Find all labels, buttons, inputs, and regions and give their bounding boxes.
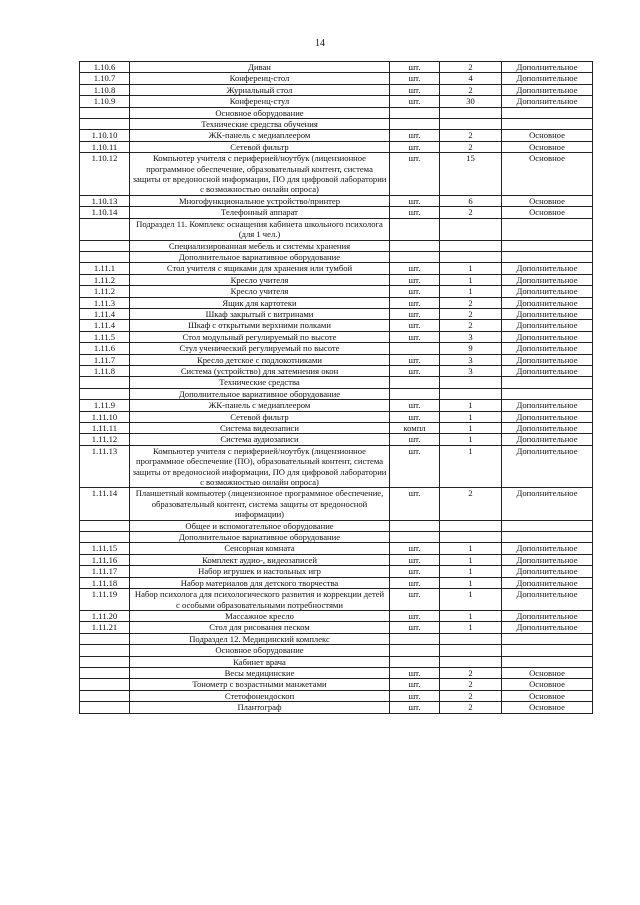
item-number-cell	[80, 633, 130, 644]
quantity-cell: 2	[440, 679, 502, 690]
table-row	[80, 84, 593, 95]
quantity-cell: 2	[440, 702, 502, 713]
item-number-cell: 1.11.2	[80, 274, 130, 285]
equipment-type-cell	[502, 240, 593, 251]
equipment-type-cell: Основное	[502, 195, 593, 206]
quantity-cell: 1	[440, 263, 502, 274]
item-name-cell: Стол учителя с ящиками для хранения или тумбой	[130, 263, 390, 274]
unit-cell: шт.	[390, 622, 440, 633]
table-row	[80, 610, 593, 621]
quantity-cell: 1	[440, 434, 502, 445]
unit-cell: шт.	[390, 434, 440, 445]
item-name-cell: Весы медицинские	[130, 667, 390, 678]
unit-cell: шт.	[390, 207, 440, 218]
unit-cell: шт.	[390, 488, 440, 520]
unit-cell	[390, 251, 440, 262]
unit-cell: шт.	[390, 130, 440, 141]
item-name-cell: Основное оборудование	[130, 107, 390, 118]
item-name-cell: Сетевой фильтр	[130, 411, 390, 422]
quantity-cell: 1	[440, 577, 502, 588]
unit-cell: шт.	[390, 543, 440, 554]
section-heading-row	[80, 532, 593, 543]
item-name-cell: Набор психолога для психологического развития и коррекции детей с особыми образовательными потребностями	[130, 589, 390, 611]
unit-cell: шт.	[390, 667, 440, 678]
item-name-cell: Дополнительное вариативное оборудование	[130, 388, 390, 399]
table-row	[80, 434, 593, 445]
quantity-cell: 3	[440, 365, 502, 376]
unit-cell: шт.	[390, 400, 440, 411]
unit-cell	[390, 656, 440, 667]
unit-cell	[390, 520, 440, 531]
item-number-cell: 1.11.2	[80, 286, 130, 297]
table-row	[80, 445, 593, 488]
quantity-cell	[440, 240, 502, 251]
quantity-cell: 15	[440, 153, 502, 196]
equipment-type-cell	[502, 656, 593, 667]
unit-cell	[390, 645, 440, 656]
item-number-cell: 1.11.10	[80, 411, 130, 422]
equipment-type-cell: Основное	[502, 141, 593, 152]
quantity-cell: 2	[440, 308, 502, 319]
item-number-cell	[80, 119, 130, 130]
quantity-cell: 2	[440, 62, 502, 73]
quantity-cell: 30	[440, 96, 502, 107]
item-number-cell: 1.10.13	[80, 195, 130, 206]
item-name-cell: Набор игрушек и настольных игр	[130, 566, 390, 577]
item-name-cell: Ящик для картотеки	[130, 297, 390, 308]
quantity-cell: 4	[440, 73, 502, 84]
item-number-cell: 1.10.11	[80, 141, 130, 152]
item-name-cell: Конференц-стол	[130, 73, 390, 84]
quantity-cell: 1	[440, 566, 502, 577]
unit-cell: шт.	[390, 589, 440, 611]
item-name-cell: Стол модульный регулируемый по высоте	[130, 331, 390, 342]
unit-cell: шт.	[390, 286, 440, 297]
table-row	[80, 96, 593, 107]
unit-cell: шт.	[390, 320, 440, 331]
equipment-type-cell: Дополнительное	[502, 610, 593, 621]
quantity-cell: 1	[440, 286, 502, 297]
equipment-type-cell: Дополнительное	[502, 263, 593, 274]
unit-cell: шт.	[390, 445, 440, 488]
equipment-type-cell: Дополнительное	[502, 488, 593, 520]
table-row	[80, 263, 593, 274]
equipment-type-cell: Дополнительное	[502, 297, 593, 308]
item-number-cell: 1.11.1	[80, 263, 130, 274]
item-name-cell: Журнальный стол	[130, 84, 390, 95]
unit-cell: шт.	[390, 274, 440, 285]
item-number-cell: 1.11.4	[80, 320, 130, 331]
quantity-cell	[440, 119, 502, 130]
equipment-type-cell: Дополнительное	[502, 73, 593, 84]
unit-cell: компл	[390, 423, 440, 434]
quantity-cell: 9	[440, 343, 502, 354]
quantity-cell: 3	[440, 331, 502, 342]
section-heading-row	[80, 377, 593, 388]
item-name-cell: Сетевой фильтр	[130, 141, 390, 152]
quantity-cell: 2	[440, 207, 502, 218]
equipment-type-cell: Основное	[502, 702, 593, 713]
quantity-cell: 1	[440, 400, 502, 411]
item-name-cell: Дополнительное вариативное оборудование	[130, 532, 390, 543]
quantity-cell: 2	[440, 84, 502, 95]
table-row	[80, 153, 593, 196]
quantity-cell: 2	[440, 141, 502, 152]
item-name-cell: Система аудиозаписи	[130, 434, 390, 445]
equipment-type-cell: Дополнительное	[502, 331, 593, 342]
item-name-cell: Система (устройство) для затемнения окон	[130, 365, 390, 376]
equipment-type-cell: Дополнительное	[502, 320, 593, 331]
quantity-cell: 2	[440, 297, 502, 308]
unit-cell: шт.	[390, 297, 440, 308]
item-number-cell	[80, 520, 130, 531]
equipment-type-cell: Дополнительное	[502, 622, 593, 633]
item-name-cell: Стол для рисования песком	[130, 622, 390, 633]
page-number: 14	[315, 38, 325, 49]
item-name-cell: Компьютер учителя с периферией/ноутбук (лицензионное программное обеспечение (ПО), образовательный контент, система защиты от вредоносной информации, ПО для цифровой лаборатории с возможностью онлайн опроса)	[130, 445, 390, 488]
item-name-cell: Технические средства	[130, 377, 390, 388]
section-heading-row	[80, 645, 593, 656]
item-number-cell: 1.11.5	[80, 331, 130, 342]
item-number-cell: 1.10.6	[80, 62, 130, 73]
section-heading-row	[80, 119, 593, 130]
equipment-type-cell	[502, 107, 593, 118]
item-name-cell: Специализированная мебель и системы хранения	[130, 240, 390, 251]
table-row	[80, 308, 593, 319]
item-number-cell: 1.11.4	[80, 308, 130, 319]
table-row	[80, 62, 593, 73]
unit-cell	[390, 388, 440, 399]
quantity-cell: 3	[440, 354, 502, 365]
item-name-cell: Шкаф закрытый с витринами	[130, 308, 390, 319]
equipment-type-cell	[502, 633, 593, 644]
item-number-cell	[80, 645, 130, 656]
item-number-cell	[80, 656, 130, 667]
equipment-type-cell	[502, 218, 593, 240]
item-number-cell	[80, 240, 130, 251]
item-number-cell	[80, 251, 130, 262]
equipment-type-cell: Дополнительное	[502, 84, 593, 95]
quantity-cell: 1	[440, 622, 502, 633]
unit-cell	[390, 218, 440, 240]
item-number-cell	[80, 388, 130, 399]
table-row	[80, 488, 593, 520]
table-row	[80, 667, 593, 678]
quantity-cell	[440, 633, 502, 644]
equipment-type-cell: Дополнительное	[502, 577, 593, 588]
unit-cell: шт.	[390, 84, 440, 95]
item-number-cell: 1.11.17	[80, 566, 130, 577]
equipment-type-cell: Дополнительное	[502, 543, 593, 554]
equipment-type-cell	[502, 119, 593, 130]
quantity-cell: 2	[440, 320, 502, 331]
quantity-cell: 1	[440, 423, 502, 434]
table-row	[80, 554, 593, 565]
equipment-type-cell: Дополнительное	[502, 96, 593, 107]
section-heading-row	[80, 251, 593, 262]
unit-cell: шт.	[390, 702, 440, 713]
item-number-cell	[80, 107, 130, 118]
table-row	[80, 690, 593, 701]
item-number-cell: 1.11.8	[80, 365, 130, 376]
equipment-type-cell: Дополнительное	[502, 589, 593, 611]
equipment-type-cell	[502, 532, 593, 543]
item-number-cell: 1.11.15	[80, 543, 130, 554]
table-row	[80, 320, 593, 331]
table-row	[80, 400, 593, 411]
equipment-type-cell: Основное	[502, 690, 593, 701]
table-row	[80, 577, 593, 588]
equipment-type-cell	[502, 251, 593, 262]
item-name-cell: Стул ученический регулируемый по высоте	[130, 343, 390, 354]
unit-cell	[390, 107, 440, 118]
equipment-type-cell: Дополнительное	[502, 554, 593, 565]
quantity-cell: 6	[440, 195, 502, 206]
quantity-cell: 1	[440, 589, 502, 611]
table-row	[80, 274, 593, 285]
item-number-cell	[80, 377, 130, 388]
item-number-cell: 1.11.16	[80, 554, 130, 565]
unit-cell	[390, 532, 440, 543]
quantity-cell: 2	[440, 130, 502, 141]
unit-cell: шт.	[390, 365, 440, 376]
table-row	[80, 297, 593, 308]
equipment-type-cell: Дополнительное	[502, 434, 593, 445]
item-number-cell: 1.10.7	[80, 73, 130, 84]
quantity-cell	[440, 377, 502, 388]
quantity-cell: 2	[440, 667, 502, 678]
item-name-cell: ЖК-панель с медиаплеером	[130, 130, 390, 141]
item-name-cell: Кресло учителя	[130, 274, 390, 285]
quantity-cell	[440, 520, 502, 531]
item-number-cell: 1.11.21	[80, 622, 130, 633]
equipment-table	[79, 61, 593, 714]
item-name-cell: Многофункциональное устройство/принтер	[130, 195, 390, 206]
unit-cell: шт.	[390, 411, 440, 422]
table-row	[80, 543, 593, 554]
unit-cell: шт.	[390, 73, 440, 84]
table-row	[80, 141, 593, 152]
quantity-cell: 1	[440, 411, 502, 422]
item-name-cell: Кресло детское с подлокотниками	[130, 354, 390, 365]
item-name-cell: Подраздел 12. Медицинский комплекс	[130, 633, 390, 644]
section-heading-row	[80, 388, 593, 399]
equipment-type-cell: Основное	[502, 679, 593, 690]
table-row	[80, 589, 593, 611]
item-name-cell: Шкаф с открытыми верхними полками	[130, 320, 390, 331]
item-name-cell: Кресло учителя	[130, 286, 390, 297]
quantity-cell	[440, 532, 502, 543]
item-name-cell: Компьютер учителя с периферией/ноутбук (лицензионное программное обеспечение, образовательный контент, система защиты от вредоносной информации, ПО для цифровой лаборатории с возможностью онлайн опроса)	[130, 153, 390, 196]
quantity-cell	[440, 388, 502, 399]
item-name-cell: Технические средства обучения	[130, 119, 390, 130]
item-name-cell: Дополнительное вариативное оборудование	[130, 251, 390, 262]
item-number-cell	[80, 679, 130, 690]
equipment-type-cell: Основное	[502, 667, 593, 678]
item-number-cell: 1.11.9	[80, 400, 130, 411]
item-name-cell: Комплект аудио-, видеозаписей	[130, 554, 390, 565]
item-number-cell: 1.11.20	[80, 610, 130, 621]
item-name-cell: Общее и вспомогательное оборудование	[130, 520, 390, 531]
section-heading-row	[80, 218, 593, 240]
item-number-cell: 1.10.8	[80, 84, 130, 95]
unit-cell: шт.	[390, 96, 440, 107]
section-heading-row	[80, 656, 593, 667]
equipment-type-cell: Дополнительное	[502, 445, 593, 488]
item-number-cell: 1.11.3	[80, 297, 130, 308]
unit-cell: шт.	[390, 195, 440, 206]
item-number-cell	[80, 690, 130, 701]
equipment-type-cell	[502, 520, 593, 531]
equipment-type-cell: Дополнительное	[502, 354, 593, 365]
unit-cell: шт.	[390, 554, 440, 565]
quantity-cell: 1	[440, 543, 502, 554]
quantity-cell: 2	[440, 488, 502, 520]
table-row	[80, 331, 593, 342]
item-name-cell: Планшетный компьютер (лицензионное программное обеспечение, образовательный контент, система защиты от вредоносной информации)	[130, 488, 390, 520]
equipment-type-cell: Дополнительное	[502, 308, 593, 319]
quantity-cell: 1	[440, 610, 502, 621]
unit-cell: шт.	[390, 331, 440, 342]
table-row	[80, 566, 593, 577]
equipment-type-cell	[502, 645, 593, 656]
item-number-cell: 1.11.12	[80, 434, 130, 445]
unit-cell: шт.	[390, 141, 440, 152]
item-name-cell: Стетофонендоскоп	[130, 690, 390, 701]
equipment-type-cell: Дополнительное	[502, 566, 593, 577]
item-number-cell: 1.11.18	[80, 577, 130, 588]
item-number-cell: 1.11.14	[80, 488, 130, 520]
item-name-cell: Подраздел 11. Комплекс оснащения кабинета школьного психолога (для 1 чел.)	[130, 218, 390, 240]
item-name-cell: Телефонный аппарат	[130, 207, 390, 218]
item-number-cell: 1.11.19	[80, 589, 130, 611]
item-name-cell: Основное оборудование	[130, 645, 390, 656]
equipment-type-cell	[502, 388, 593, 399]
unit-cell: шт.	[390, 690, 440, 701]
item-number-cell: 1.10.10	[80, 130, 130, 141]
table-row	[80, 622, 593, 633]
table-row	[80, 130, 593, 141]
equipment-type-cell: Основное	[502, 207, 593, 218]
unit-cell: шт.	[390, 263, 440, 274]
unit-cell: шт.	[390, 62, 440, 73]
equipment-type-cell: Дополнительное	[502, 343, 593, 354]
unit-cell: шт.	[390, 153, 440, 196]
item-number-cell	[80, 702, 130, 713]
unit-cell: шт.	[390, 610, 440, 621]
item-number-cell: 1.10.9	[80, 96, 130, 107]
unit-cell	[390, 377, 440, 388]
quantity-cell	[440, 251, 502, 262]
unit-cell: шт.	[390, 577, 440, 588]
item-number-cell: 1.10.14	[80, 207, 130, 218]
item-name-cell: Система видеозаписи	[130, 423, 390, 434]
section-heading-row	[80, 240, 593, 251]
quantity-cell: 1	[440, 554, 502, 565]
item-number-cell: 1.11.11	[80, 423, 130, 434]
table-row	[80, 73, 593, 84]
table-row	[80, 411, 593, 422]
unit-cell	[390, 119, 440, 130]
quantity-cell	[440, 218, 502, 240]
table-row	[80, 354, 593, 365]
item-number-cell: 1.10.12	[80, 153, 130, 196]
item-name-cell: Тонометр с возрастными манжетами	[130, 679, 390, 690]
unit-cell	[390, 240, 440, 251]
unit-cell: шт.	[390, 308, 440, 319]
equipment-type-cell	[502, 377, 593, 388]
quantity-cell	[440, 656, 502, 667]
item-name-cell: Кабинет врача	[130, 656, 390, 667]
unit-cell: шт.	[390, 566, 440, 577]
quantity-cell	[440, 645, 502, 656]
table-row	[80, 195, 593, 206]
equipment-type-cell: Дополнительное	[502, 423, 593, 434]
table-row	[80, 343, 593, 354]
table-row	[80, 679, 593, 690]
equipment-type-cell: Дополнительное	[502, 274, 593, 285]
section-heading-row	[80, 633, 593, 644]
item-number-cell: 1.11.7	[80, 354, 130, 365]
unit-cell	[390, 343, 440, 354]
unit-cell: шт.	[390, 679, 440, 690]
table-row	[80, 423, 593, 434]
quantity-cell	[440, 107, 502, 118]
equipment-type-cell: Дополнительное	[502, 286, 593, 297]
item-number-cell: 1.11.6	[80, 343, 130, 354]
item-number-cell	[80, 218, 130, 240]
equipment-type-cell: Дополнительное	[502, 62, 593, 73]
item-name-cell: Сенсорная комната	[130, 543, 390, 554]
item-name-cell: Диван	[130, 62, 390, 73]
table-row	[80, 207, 593, 218]
item-name-cell: Массажное кресло	[130, 610, 390, 621]
equipment-type-cell: Основное	[502, 130, 593, 141]
table-row	[80, 365, 593, 376]
equipment-type-cell: Дополнительное	[502, 400, 593, 411]
table-row	[80, 702, 593, 713]
section-heading-row	[80, 107, 593, 118]
quantity-cell: 2	[440, 690, 502, 701]
table-row	[80, 286, 593, 297]
item-number-cell	[80, 532, 130, 543]
equipment-type-cell: Дополнительное	[502, 365, 593, 376]
equipment-type-cell: Дополнительное	[502, 411, 593, 422]
section-heading-row	[80, 520, 593, 531]
equipment-type-cell: Основное	[502, 153, 593, 196]
quantity-cell: 1	[440, 445, 502, 488]
item-name-cell: Набор материалов для детского творчества	[130, 577, 390, 588]
item-name-cell: Плантограф	[130, 702, 390, 713]
item-number-cell	[80, 667, 130, 678]
quantity-cell: 1	[440, 274, 502, 285]
item-number-cell: 1.11.13	[80, 445, 130, 488]
unit-cell: шт.	[390, 354, 440, 365]
item-name-cell: ЖК-панель с медиаплеером	[130, 400, 390, 411]
unit-cell	[390, 633, 440, 644]
item-name-cell: Конференц-стул	[130, 96, 390, 107]
